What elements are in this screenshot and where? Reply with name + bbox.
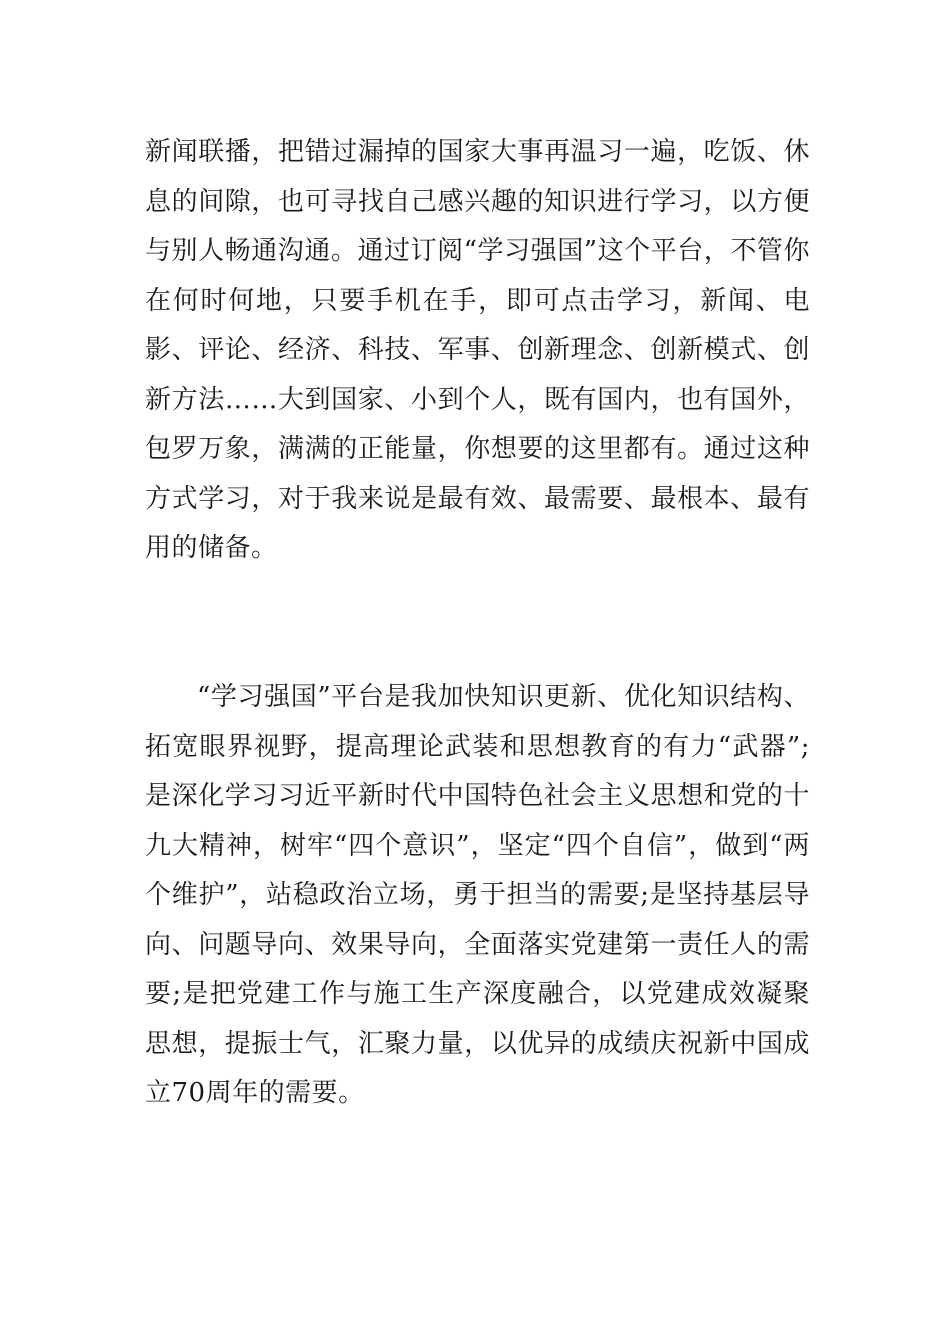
paragraph-platform-significance: “学习强国”平台是我加快知识更新、优化知识结构、拓宽眼界视野，提高理论武装和思想教育的有力“武器”;是深化学习习近平新时代中国特色社会主义思想和党的十九大精神，树牢“四个意识”，坚定“四个自信”，做到“两个维护”，站稳政治立场，勇于担当的需要;是坚持基层导向、问题导向、效果导向，全面落实党建第一责任人的需要;是把党建工作与施工生产深度融合，以党建成效凝聚思想，提振士气，汇聚力量，以优异的成绩庆祝新中国成立70周年的需要。	[145, 682, 810, 1108]
paragraph-learning-platform-benefits: 新闻联播，把错过漏掉的国家大事再温习一遍，吃饭、休息的间隙，也可寻找自己感兴趣的知识进行学习，以方便与别人畅通沟通。通过订阅“学习强国”这个平台，不管你在何时何地，只要手机在手，即可点击学习，新闻、电影、评论、经济、科技、军事、创新理念、创新模式、创新方法……大到国家、小到个人，既有国内，也有国外，包罗万象，满满的正能量，你想要的这里都有。通过这种方式学习，对于我来说是最有效、最需要、最根本、最有用的储备。	[145, 137, 810, 563]
